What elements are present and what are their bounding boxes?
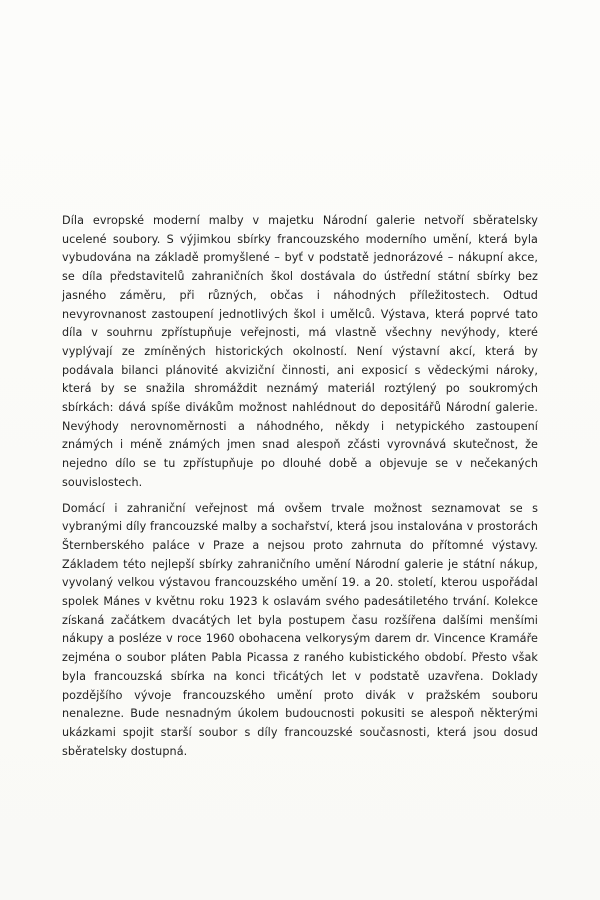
paragraph-1: Díla evropské moderní malby v majetku Národní galerie netvoří sběratelsky ucelené soubory. S výjimkou sbírky francouzského moderního umění, která byla vybudována na základě promyšlené – byť v podstatě jednorázové – nákupní akce, se díla představitelů zahraničních škol dostávala do ústřední státní sbírky bez jasného záměru, při různých, občas i náhodných příležitostech. Odtud nevyrovnanost zastoupení jednotlivých škol i umělců. Výstava, která poprvé tato díla v souhrnu zpřístupňuje veřejnosti, má vlastně všechny nevýhody, které vyplývají ze zmíněných historických okolností. Není výstavní akcí, která by podávala bilanci plánovité akviziční činnosti, ani exposicí s vědeckými nároky, která by se snažila shromáždit neznámý materiál roztýlený po soukromých sbírkách: dává spíše divákům možnost nahlédnout do depositářů Národní galerie. Nevýhody nerovnoměrnosti a náhodného, někdy i netypického zastoupení známých i méně známých jmen snad alespoň zčásti vyrovnává skutečnost, že nejedno dílo se tu zpřístupňuje po dlouhé době a objevuje se v nečekaných souvislostech.	[62, 214, 538, 489]
paragraph-2: Domácí i zahraniční veřejnost má ovšem trvale možnost seznamovat se s vybranými díly francouzské malby a sochařství, která jsou instalována v prostorách Šternberského paláce v Praze a nejsou proto zahrnuta do přítomné výstavy. Základem této nejlepší sbírky zahraničního umění Národní galerie je státní nákup, vyvolaný velkou výstavou francouzského umění 19. a 20. století, kterou uspořádal spolek Mánes v květnu roku 1923 k oslavám svého padesátiletého trvání. Kolekce získaná začátkem dvacátých let byla postupem času rozšířena dalšími menšími nákupy a posléze v roce 1960 obohacena velkorysým darem dr. Vincence Kramáře zejména o soubor pláten Pabla Picassa z raného kubistického období. Přesto však byla francouzská sbírka na konci třicátých let v podstatě uzavřena. Doklady pozdějšího vývoje francouzského umění proto divák v pražském souboru nenalezne. Bude nesnadným úkolem budoucnosti pokusiti se alespoň některými ukázkami spojit starší soubor s díly francouzské současnosti, která jsou dosud sběratelsky dostupná.	[62, 501, 538, 758]
document-text	[62, 212, 538, 761]
